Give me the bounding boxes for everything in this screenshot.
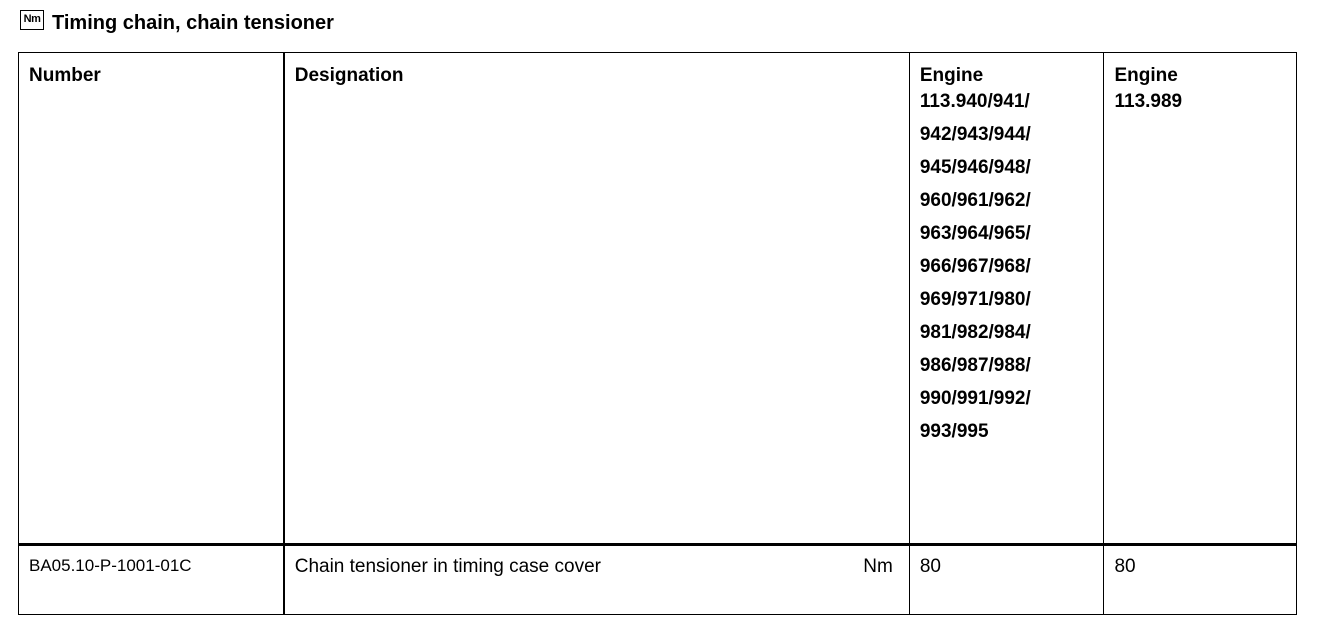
row-designation-cell <box>284 545 910 615</box>
row-engine-2-value-cell <box>1104 545 1297 615</box>
row-designation: Chain tensioner in timing case cover <box>294 556 601 577</box>
row-engine-1-value-cell <box>909 545 1104 615</box>
column-header-number-label: Number <box>29 65 101 86</box>
row-engine-1-value: 80 <box>919 556 941 577</box>
column-header-engine-2 <box>1104 53 1297 545</box>
column-header-designation <box>284 53 910 545</box>
engine-1-label: Engine <box>919 65 984 86</box>
row-number[interactable]: BA05.10-P-1001-01C <box>29 556 192 575</box>
engine-1-codes: 113.940/941/ 942/943/944/ 945/946/948/ 960/961/962/ 963/964/965/ 966/967/968/ 969/971/980/ 981/982/984/ 986/987/988/ 990/991/992/ 993/995 <box>919 91 1031 442</box>
section-title: Timing chain, chain tensioner <box>52 11 334 34</box>
table-row <box>19 545 1297 615</box>
column-header-engine-1 <box>909 53 1104 545</box>
section-header <box>20 8 334 38</box>
table-header-row <box>19 53 1297 545</box>
column-header-number <box>19 53 284 545</box>
torque-nm-icon: Nm <box>20 10 44 30</box>
torque-spec-table <box>18 52 1297 615</box>
row-number-cell <box>19 545 284 615</box>
engine-2-label: Engine <box>1114 65 1178 86</box>
column-header-designation-label: Designation <box>294 65 404 86</box>
row-unit: Nm <box>863 556 893 577</box>
row-engine-2-value: 80 <box>1114 556 1136 577</box>
engine-2-codes: 113.989 <box>1114 91 1183 112</box>
